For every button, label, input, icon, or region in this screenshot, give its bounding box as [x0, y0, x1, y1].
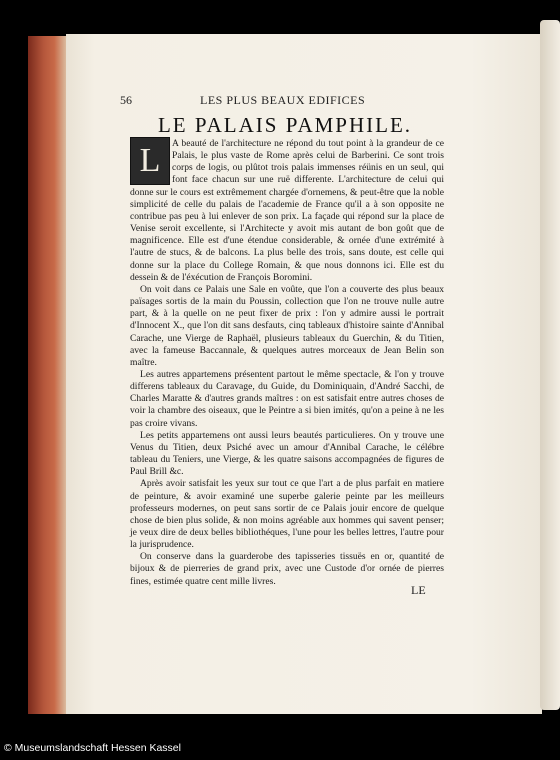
page-number: 56 [120, 93, 132, 107]
body-text [130, 138, 444, 588]
facing-page-edge [540, 20, 560, 710]
paragraph: Les autres appartemens présentent partout le même spectacle, & l'on y trouve differens tableaux du Caravage, du Guide, du Dominiquain, d'André Sacchi, de Charles Maratte & d'autres grands maîtres : on est satisfait entre autres choses de voir la chambre des oiseaux, que le Peintre a si bien imités, qu'on a peine à ne les pas croire vivans. [130, 368, 444, 429]
paragraph: A beauté de l'architecture ne répond du tout point à la grandeur de ce Palais, le plus vaste de Rome après celui de Barberini. Ce sont trois corps de logis, ou plûtot trois palais immenses réünis en un seul, qui font face chacun sur une ruë differente. L'architecture de celui qui donne sur le cours est extrêmement chargée d'ornemens, & peut-être que la noble simplicité de celle du palais de l'academie de France qu'il a à son opposite ne contribue pas peu à lui enlever de son prix. La façade qui répond sur la place de Venise seroit excellente, si l'Architecte y avoit mis autant de bon goût que de magnificence. Elle est d'une étendue considerable, & ornée d'une extrémité à l'autre de stucs, & de balcons. La plus belle des trois, sans doute, est celle qui donne sur la place du College Romain, & que nous donnons ici. Elle est du dessein & de l'éxécution de François Boromini. [130, 138, 444, 283]
running-title: LES PLUS BEAUX EDIFICES [200, 93, 366, 107]
catchword: LE [411, 583, 426, 597]
chapter-title: LE PALAIS PAMPHILE. [157, 113, 413, 137]
running-head [120, 93, 440, 109]
paragraph: On voit dans ce Palais une Sale en voûte, que l'on a couverte des plus beaux païsages sortis de la main du Poussin, collection que l'on ne trouve nulle autre part, & à la quelle on ne peut fixer de prix : l'on y admire aussi le portrait d'Innocent X., que l'on dit sans desfauts, cinq tableaux d'histoire sainte d'Annibal Carache, une Vierge de Raphaël, plusieurs tableaux du Guerchin, & du Titien, avec la fameuse Baccannale, & quelques autres morceaux de Jean Belin son maître. [130, 283, 444, 368]
paragraph: On conserve dans la guarderobe des tapisseries tissuës en or, quantité de bijoux & de pierreries de grand prix, avec une Custode d'or ornée de pierres fines, estimée quatre cent mille livres. [130, 551, 444, 587]
copyright-footer: © Museumslandschaft Hessen Kassel [4, 742, 181, 754]
drop-cap: L [130, 137, 170, 185]
paragraph: Après avoir satisfait les yeux sur tout ce que l'art a de plus parfait en matiere de peinture, & avoir examiné une superbe galerie peinte par les meilleurs professeurs modernes, on peut sans sortir de ce Palais jouir encore de quelque chose de bien plus solide, & non moins agréable aux hommes qui savent penser; je veux dire de deux belles bibliothéques, l'une pour les belles lettres, l'autre pour la jurisprudence. [130, 478, 444, 551]
paragraph: Les petits appartemens ont aussi leurs beautés particulieres. On y trouve une Venus du Titien, deux Psiché avec un amour d'Annibal Carache, le célébre tableau du Teniers, une Vierge, & les quatre saisons accompagnées de figures de Paul Brill &c. [130, 429, 444, 478]
